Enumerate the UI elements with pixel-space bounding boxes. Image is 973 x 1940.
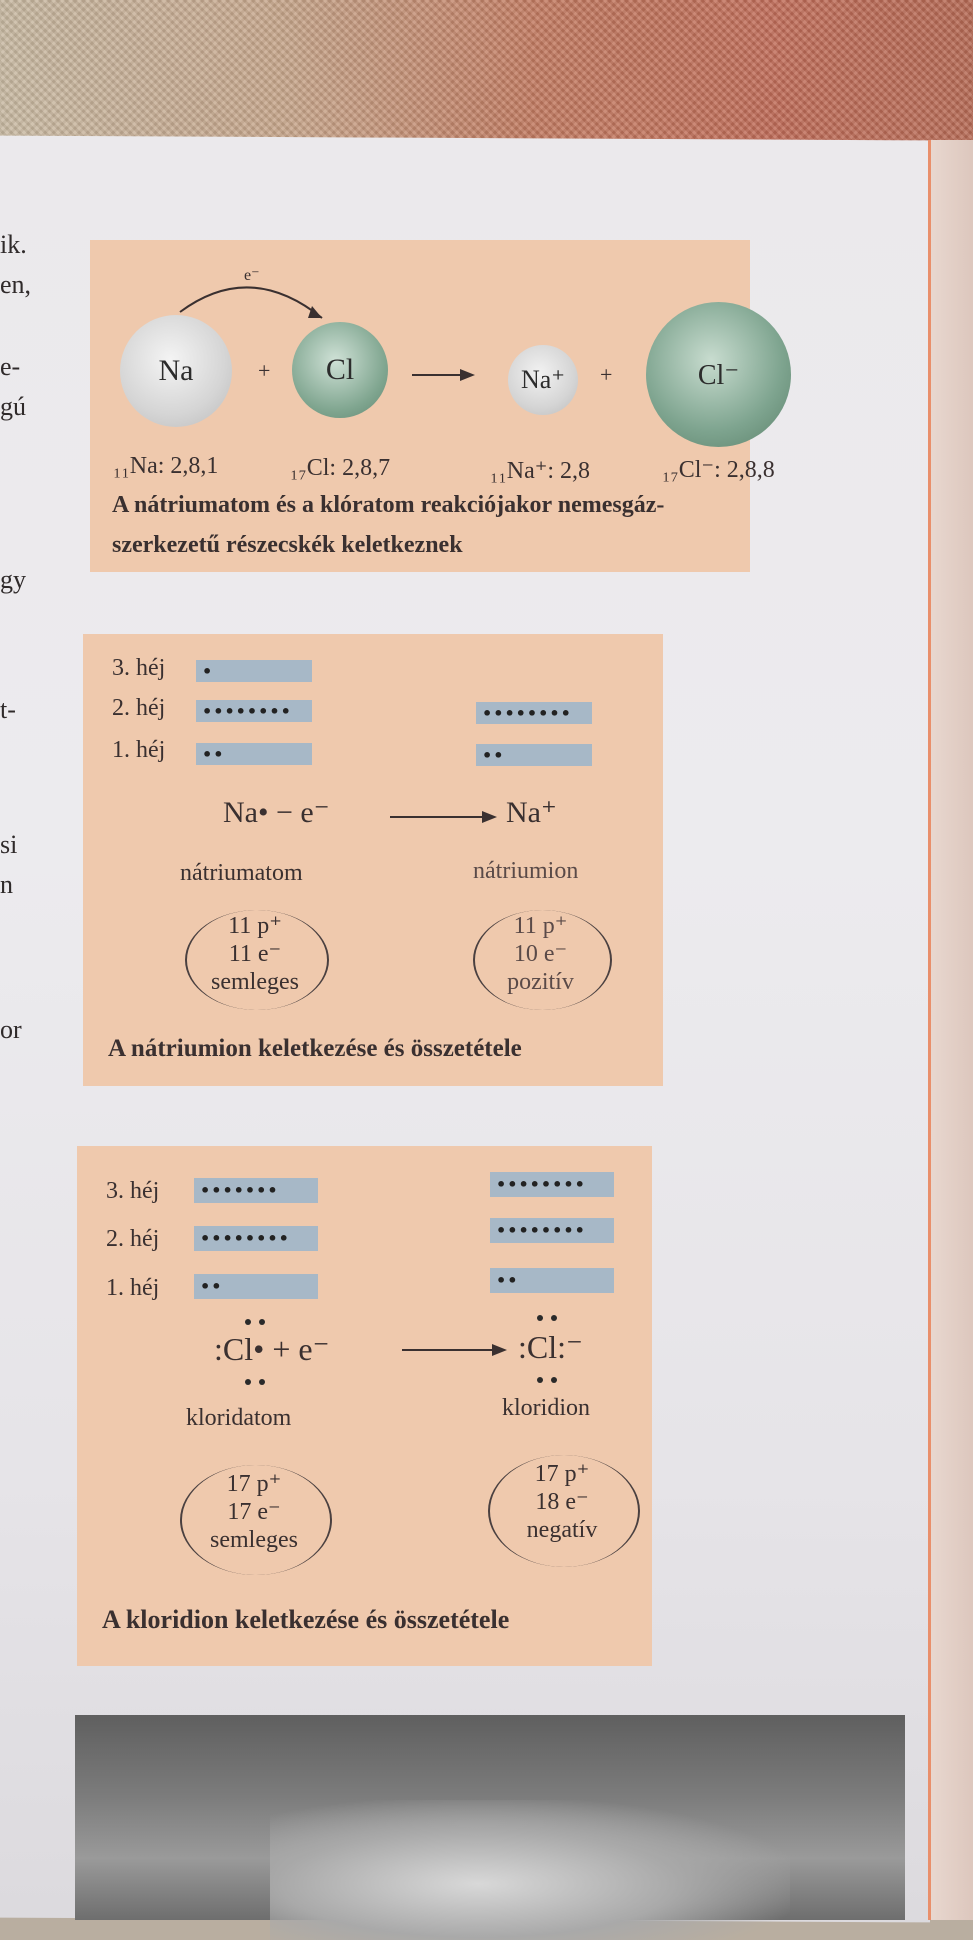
equation-left: Na• − e⁻	[223, 796, 330, 829]
shell-label: 1. héj	[106, 1275, 160, 1301]
atom-composition: 17 p⁺ 17 e⁻ semleges	[210, 1471, 298, 1553]
shell-label: 2. héj	[106, 1226, 160, 1252]
shell-bar: ••	[196, 743, 312, 765]
shell-bar: ••	[476, 744, 592, 766]
shell-bar: •••••••	[194, 1178, 318, 1203]
margin-fragment: gy	[0, 565, 26, 594]
config-na: ₁₁Na: 2,8,1	[113, 453, 219, 479]
plus-sign: +	[600, 362, 613, 387]
shell-label: 1. héj	[112, 737, 166, 763]
shell-bar: ••••••••	[490, 1218, 614, 1243]
equation-right: :Cl:⁻	[518, 1329, 583, 1365]
sodium-atom: Na	[120, 315, 232, 427]
shell-bar: ••••••••	[490, 1172, 614, 1197]
shell-label: 3. héj	[112, 655, 166, 681]
shell-label: 2. héj	[112, 695, 166, 721]
equation-left: :Cl• + e⁻	[214, 1331, 330, 1367]
electron-label: e⁻	[244, 267, 260, 284]
ion-composition: 11 p⁺ 10 e⁻ pozitív	[507, 913, 574, 995]
shell-label: 3. héj	[106, 1178, 160, 1204]
ion-name: nátriumion	[473, 858, 579, 884]
chloride-ion: Cl⁻	[646, 302, 791, 447]
margin-fragment: gú	[0, 392, 26, 421]
sodium-ion: Na⁺	[508, 345, 578, 415]
panel-caption: A kloridion keletkezése és összetétele	[102, 1605, 510, 1634]
margin-fragment: n	[0, 870, 13, 899]
atom-composition: 11 p⁺ 11 e⁻ semleges	[211, 913, 299, 995]
atom-name: nátriumatom	[180, 860, 303, 886]
config-cl-ion: ₁₇Cl⁻: 2,8,8	[662, 457, 775, 483]
margin-fragment: ik.	[0, 230, 27, 259]
caption-line: szerkezetű részecskék keletkeznek	[112, 532, 463, 558]
margin-fragment: e-	[0, 352, 21, 381]
ion-composition: 17 p⁺ 18 e⁻ negatív	[526, 1461, 598, 1543]
shell-bar: •	[196, 660, 312, 682]
ion-name: kloridion	[502, 1395, 590, 1421]
shell-bar: ••	[490, 1268, 614, 1293]
margin-fragment: si	[0, 830, 18, 859]
equation-right: Na⁺	[506, 796, 557, 829]
config-cl: ₁₇Cl: 2,8,7	[290, 455, 391, 481]
margin-fragment: t-	[0, 695, 16, 724]
shell-bar: ••••••••	[196, 700, 312, 722]
margin-fragment: or	[0, 1015, 22, 1044]
caption-line: A nátriumatom és a klóratom reakciójakor nemesgáz-	[112, 492, 665, 518]
shell-bar: ••	[194, 1274, 318, 1299]
plus-sign: +	[258, 358, 271, 383]
panel-caption: A nátriumion keletkezése és összetétele	[108, 1035, 522, 1062]
config-na-ion: ₁₁Na⁺: 2,8	[490, 458, 591, 484]
shell-bar: ••••••••	[476, 702, 592, 724]
margin-fragment: en,	[0, 270, 32, 299]
atom-name: kloridatom	[186, 1405, 292, 1431]
photo-highlight	[270, 1800, 790, 1940]
chlorine-atom: Cl	[292, 322, 388, 418]
shell-bar: ••••••••	[194, 1226, 318, 1251]
